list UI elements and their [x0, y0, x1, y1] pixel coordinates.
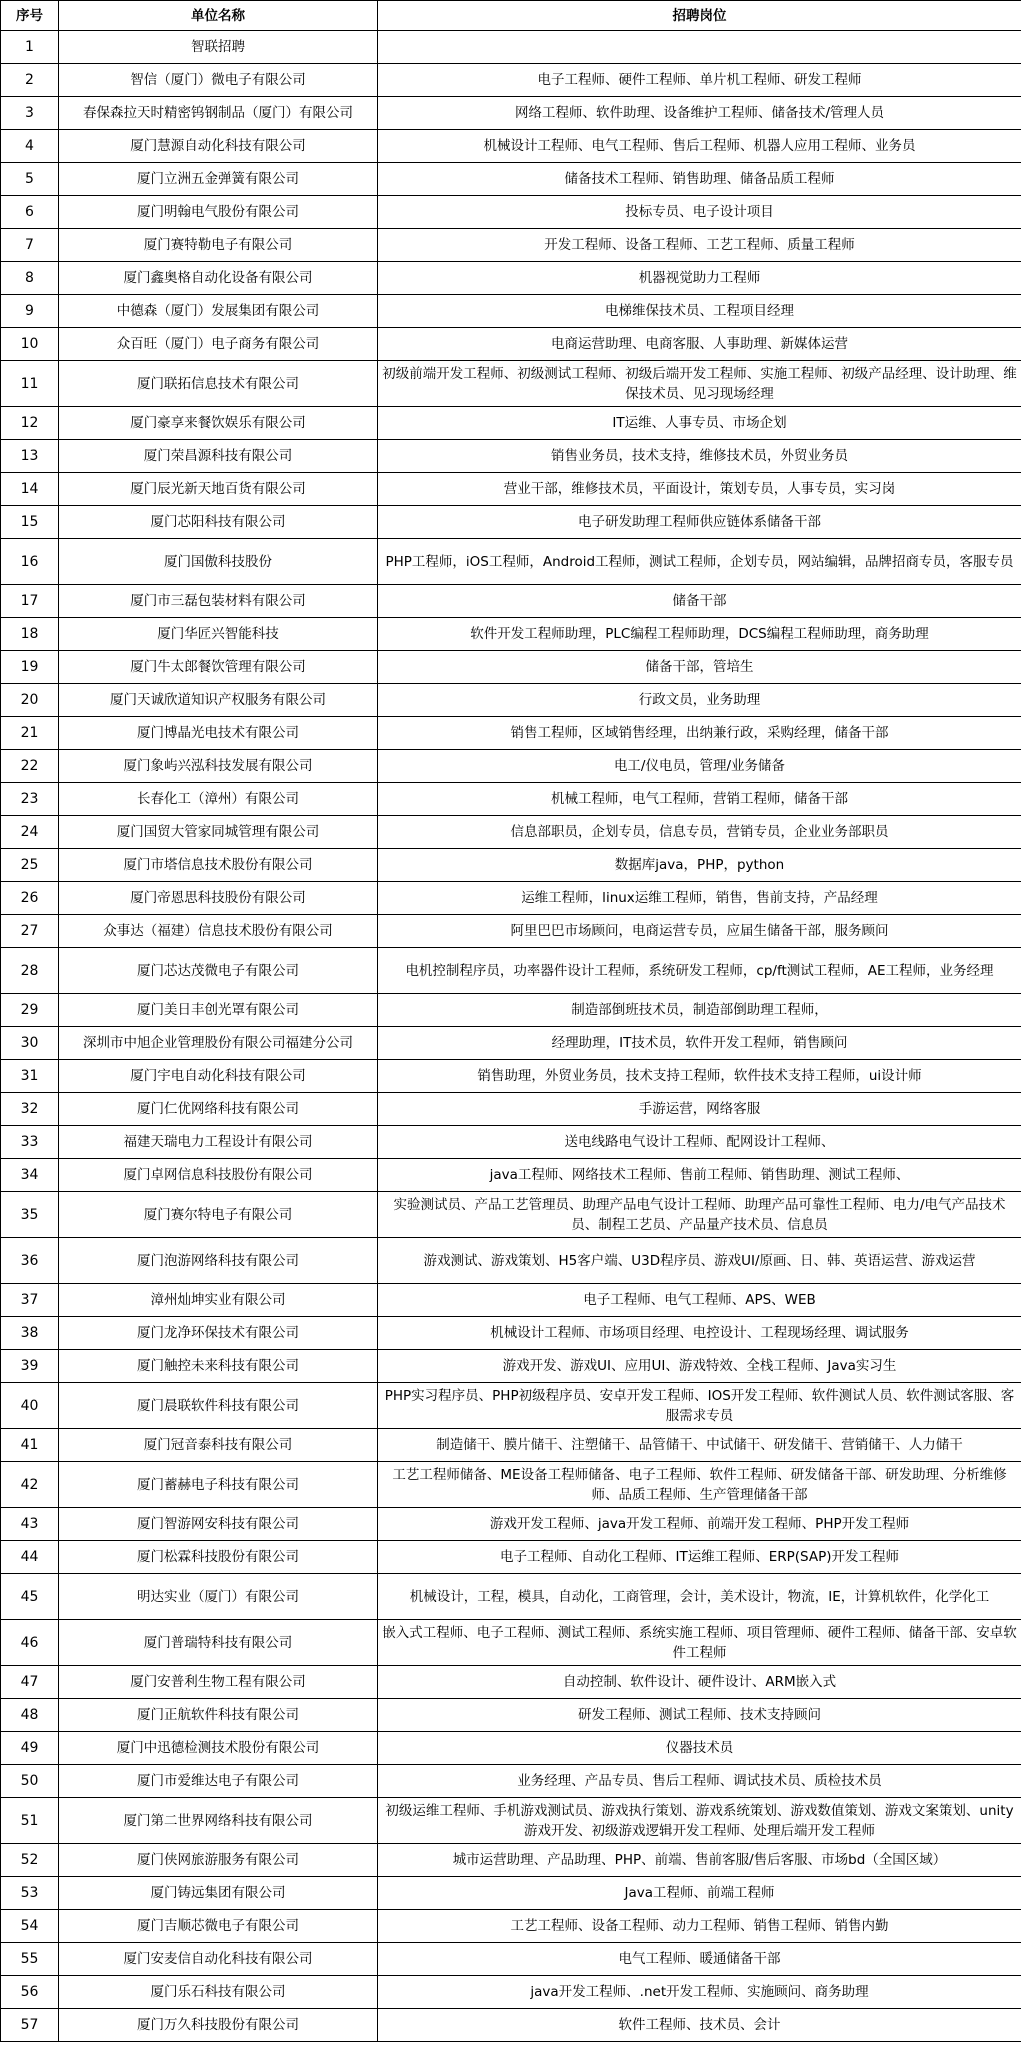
- table-row: [1, 1383, 1021, 1429]
- table-row: [1, 1027, 1021, 1060]
- job-positions: 软件工程师、技术员、会计: [378, 2009, 1021, 2042]
- job-positions: 制造储干、膜片储干、注塑储干、品管储干、中试储干、研发储干、营销储干、人力储干: [378, 1429, 1021, 1462]
- row-number: 33: [1, 1126, 59, 1159]
- company-name: 厦门象屿兴泓科技发展有限公司: [59, 750, 378, 783]
- table-row: [1, 196, 1021, 229]
- row-number: 35: [1, 1192, 59, 1238]
- row-number: 52: [1, 1844, 59, 1877]
- table-row: [1, 585, 1021, 618]
- row-number: 14: [1, 473, 59, 506]
- table-row: [1, 994, 1021, 1027]
- job-positions: 机器视觉助力工程师: [378, 262, 1021, 295]
- row-number: 23: [1, 783, 59, 816]
- job-positions: 游戏测试、游戏策划、H5客户端、U3D程序员、游戏UI/原画、日、韩、英语运营、游戏运营: [378, 1238, 1021, 1284]
- job-positions: 机械设计，工程，模具，自动化，工商管理，会计，美术设计，物流，IE，计算机软件，化学化工: [378, 1574, 1021, 1620]
- company-name: 厦门博晶光电技术有限公司: [59, 717, 378, 750]
- row-number: 3: [1, 97, 59, 130]
- table-row: [1, 1126, 1021, 1159]
- job-positions: 销售助理，外贸业务员，技术支持工程师，软件技术支持工程师，ui设计师: [378, 1060, 1021, 1093]
- company-name: 厦门赛特勒电子有限公司: [59, 229, 378, 262]
- job-positions: 经理助理，IT技术员，软件开发工程师，销售顾问: [378, 1027, 1021, 1060]
- company-name: 厦门触控未来科技有限公司: [59, 1350, 378, 1383]
- table-row: [1, 1317, 1021, 1350]
- table-row: [1, 783, 1021, 816]
- company-name: 厦门中迅德检测技术股份有限公司: [59, 1732, 378, 1765]
- row-number: 12: [1, 407, 59, 440]
- header-company: 单位名称: [59, 1, 378, 31]
- company-name: 智信（厦门）微电子有限公司: [59, 64, 378, 97]
- company-name: 厦门普瑞特科技有限公司: [59, 1620, 378, 1666]
- company-name: 厦门鑫奥格自动化设备有限公司: [59, 262, 378, 295]
- company-name: 厦门侠网旅游服务有限公司: [59, 1844, 378, 1877]
- table-row: [1, 1284, 1021, 1317]
- table-row: [1, 1666, 1021, 1699]
- row-number: 17: [1, 585, 59, 618]
- table-row: [1, 31, 1021, 64]
- job-positions: 电子工程师、自动化工程师、IT运维工程师、ERP(SAP)开发工程师: [378, 1541, 1021, 1574]
- job-positions: 游戏开发、游戏UI、应用UI、游戏特效、全栈工程师、Java实习生: [378, 1350, 1021, 1383]
- row-number: 8: [1, 262, 59, 295]
- company-name: 厦门市三磊包装材料有限公司: [59, 585, 378, 618]
- company-name: 厦门正航软件科技有限公司: [59, 1699, 378, 1732]
- row-number: 30: [1, 1027, 59, 1060]
- table-row: [1, 816, 1021, 849]
- company-name: 厦门豪享来餐饮娱乐有限公司: [59, 407, 378, 440]
- row-number: 2: [1, 64, 59, 97]
- job-positions: 机械设计工程师、市场项目经理、电控设计、工程现场经理、调试服务: [378, 1317, 1021, 1350]
- table-row: [1, 717, 1021, 750]
- row-number: 1: [1, 31, 59, 64]
- company-name: 厦门泡游网络科技有限公司: [59, 1238, 378, 1284]
- row-number: 22: [1, 750, 59, 783]
- row-number: 42: [1, 1462, 59, 1508]
- company-name: 众百旺（厦门）电子商务有限公司: [59, 328, 378, 361]
- table-row: [1, 1765, 1021, 1798]
- job-positions: 仪器技术员: [378, 1732, 1021, 1765]
- company-name: 厦门万久科技股份有限公司: [59, 2009, 378, 2042]
- company-name: 厦门安普利生物工程有限公司: [59, 1666, 378, 1699]
- company-name: 厦门国贸大管家同城管理有限公司: [59, 816, 378, 849]
- row-number: 46: [1, 1620, 59, 1666]
- table-row: [1, 948, 1021, 994]
- company-name: 厦门牛太郎餐饮管理有限公司: [59, 651, 378, 684]
- row-number: 28: [1, 948, 59, 994]
- company-name: 厦门荣昌源科技有限公司: [59, 440, 378, 473]
- job-positions: 城市运营助理、产品助理、PHP、前端、售前客服/售后客服、市场bd（全国区域）: [378, 1844, 1021, 1877]
- row-number: 43: [1, 1508, 59, 1541]
- header-no: 序号: [1, 1, 59, 31]
- row-number: 37: [1, 1284, 59, 1317]
- job-positions: 业务经理、产品专员、售后工程师、调试技术员、质检技术员: [378, 1765, 1021, 1798]
- row-number: 27: [1, 915, 59, 948]
- table-row: [1, 328, 1021, 361]
- table-row: [1, 130, 1021, 163]
- table-row: [1, 1620, 1021, 1666]
- job-positions: 实验测试员、产品工艺管理员、助理产品电气设计工程师、助理产品可靠性工程师、电力/电气产品技术员、制程工艺员、产品量产技术员、信息员: [378, 1192, 1021, 1238]
- table-row: [1, 1798, 1021, 1844]
- table-row: [1, 618, 1021, 651]
- row-number: 11: [1, 361, 59, 407]
- job-positions: 储备干部，管培生: [378, 651, 1021, 684]
- company-name: 厦门市塔信息技术股份有限公司: [59, 849, 378, 882]
- job-positions: 软件开发工程师助理，PLC编程工程师助理，DCS编程工程师助理，商务助理: [378, 618, 1021, 651]
- table-row: [1, 1462, 1021, 1508]
- job-positions: 信息部职员，企划专员，信息专员，营销专员，企业业务部职员: [378, 816, 1021, 849]
- header-positions: 招聘岗位: [378, 1, 1021, 31]
- table-row: [1, 1060, 1021, 1093]
- row-number: 51: [1, 1798, 59, 1844]
- job-positions: java工程师、网络技术工程师、售前工程师、销售助理、测试工程师、: [378, 1159, 1021, 1192]
- table-row: [1, 1574, 1021, 1620]
- job-positions: 电气工程师、暖通储备干部: [378, 1943, 1021, 1976]
- row-number: 16: [1, 539, 59, 585]
- row-number: 26: [1, 882, 59, 915]
- job-positions: 储备干部: [378, 585, 1021, 618]
- row-number: 54: [1, 1910, 59, 1943]
- table-row: [1, 1192, 1021, 1238]
- row-number: 57: [1, 2009, 59, 2042]
- row-number: 29: [1, 994, 59, 1027]
- table-row: [1, 1844, 1021, 1877]
- table-row: [1, 1732, 1021, 1765]
- job-positions: 工艺工程师储备、ME设备工程师储备、电子工程师、软件工程师、研发储备干部、研发助理、分析维修师、品质工程师、生产管理储备干部: [378, 1462, 1021, 1508]
- company-name: 长春化工（漳州）有限公司: [59, 783, 378, 816]
- table-row: [1, 1699, 1021, 1732]
- company-name: 厦门仁优网络科技有限公司: [59, 1093, 378, 1126]
- job-positions: 电子研发助理工程师供应链体系储备干部: [378, 506, 1021, 539]
- company-name: 厦门铸远集团有限公司: [59, 1877, 378, 1910]
- job-positions: 营业干部，维修技术员，平面设计，策划专员，人事专员，实习岗: [378, 473, 1021, 506]
- job-positions: 销售工程师，区域销售经理，出纳兼行政，采购经理，储备干部: [378, 717, 1021, 750]
- row-number: 19: [1, 651, 59, 684]
- table-row: [1, 1350, 1021, 1383]
- row-number: 39: [1, 1350, 59, 1383]
- table-row: [1, 64, 1021, 97]
- job-positions: 电梯维保技术员、工程项目经理: [378, 295, 1021, 328]
- company-name: 厦门智游网安科技有限公司: [59, 1508, 378, 1541]
- company-name: 厦门晨联软件科技有限公司: [59, 1383, 378, 1429]
- job-positions: 制造部倒班技术员，制造部倒助理工程师，: [378, 994, 1021, 1027]
- company-name: 厦门吉顺芯微电子有限公司: [59, 1910, 378, 1943]
- job-positions: 研发工程师、测试工程师、技术支持顾问: [378, 1699, 1021, 1732]
- company-name: 厦门明翰电气股份有限公司: [59, 196, 378, 229]
- row-number: 20: [1, 684, 59, 717]
- table-row: [1, 163, 1021, 196]
- job-positions: 数据库java，PHP，python: [378, 849, 1021, 882]
- table-row: [1, 295, 1021, 328]
- job-positions: 电子工程师、电气工程师、APS、WEB: [378, 1284, 1021, 1317]
- table-row: [1, 849, 1021, 882]
- row-number: 10: [1, 328, 59, 361]
- job-positions: 电商运营助理、电商客服、人事助理、新媒体运营: [378, 328, 1021, 361]
- table-row: [1, 684, 1021, 717]
- row-number: 36: [1, 1238, 59, 1284]
- job-positions: 网络工程师、软件助理、设备维护工程师、储备技术/管理人员: [378, 97, 1021, 130]
- company-name: 厦门宇电自动化科技有限公司: [59, 1060, 378, 1093]
- job-positions: 电子工程师、硬件工程师、单片机工程师、研发工程师: [378, 64, 1021, 97]
- company-name: 厦门乐石科技有限公司: [59, 1976, 378, 2009]
- job-positions: 游戏开发工程师、java开发工程师、前端开发工程师、PHP开发工程师: [378, 1508, 1021, 1541]
- row-number: 21: [1, 717, 59, 750]
- job-positions: 工艺工程师、设备工程师、动力工程师、销售工程师、销售内勤: [378, 1910, 1021, 1943]
- job-positions: 机械工程师，电气工程师，营销工程师，储备干部: [378, 783, 1021, 816]
- row-number: 50: [1, 1765, 59, 1798]
- company-name: 深圳市中旭企业管理股份有限公司福建分公司: [59, 1027, 378, 1060]
- company-name: 厦门联拓信息技术有限公司: [59, 361, 378, 407]
- job-positions: 开发工程师、设备工程师、工艺工程师、质量工程师: [378, 229, 1021, 262]
- job-positions: 嵌入式工程师、电子工程师、测试工程师、系统实施工程师、项目管理师、硬件工程师、储备干部、安卓软件工程师: [378, 1620, 1021, 1666]
- company-name: 厦门松霖科技股份有限公司: [59, 1541, 378, 1574]
- company-name: 厦门第二世界网络科技有限公司: [59, 1798, 378, 1844]
- company-name: 福建天瑞电力工程设计有限公司: [59, 1126, 378, 1159]
- table-row: [1, 262, 1021, 295]
- table-row: [1, 97, 1021, 130]
- row-number: 15: [1, 506, 59, 539]
- company-name: 中德森（厦门）发展集团有限公司: [59, 295, 378, 328]
- row-number: 6: [1, 196, 59, 229]
- company-name: 厦门市爱维达电子有限公司: [59, 1765, 378, 1798]
- table-row: [1, 1541, 1021, 1574]
- company-name: 厦门卓网信息科技股份有限公司: [59, 1159, 378, 1192]
- job-positions: 阿里巴巴市场顾问，电商运营专员，应届生储备干部，服务顾问: [378, 915, 1021, 948]
- company-name: 厦门赛尔特电子有限公司: [59, 1192, 378, 1238]
- job-positions: 初级运维工程师、手机游戏测试员、游戏执行策划、游戏系统策划、游戏数值策划、游戏文案策划、unity游戏开发、初级游戏逻辑开发工程师、处理后端开发工程师: [378, 1798, 1021, 1844]
- job-positions: 初级前端开发工程师、初级测试工程师、初级后端开发工程师、实施工程师、初级产品经理、设计助理、维保技术员、见习现场经理: [378, 361, 1021, 407]
- row-number: 18: [1, 618, 59, 651]
- table-row: [1, 1429, 1021, 1462]
- job-positions: 送电线路电气设计工程师、配网设计工程师、: [378, 1126, 1021, 1159]
- job-positions: [378, 31, 1021, 64]
- company-name: 厦门帝恩思科技股份有限公司: [59, 882, 378, 915]
- table-row: [1, 1976, 1021, 2009]
- company-name: 厦门安麦信自动化科技有限公司: [59, 1943, 378, 1976]
- table-row: [1, 2009, 1021, 2042]
- company-name: 厦门芯阳科技有限公司: [59, 506, 378, 539]
- company-name: 厦门国傲科技股份: [59, 539, 378, 585]
- table-row: [1, 407, 1021, 440]
- table-row: [1, 229, 1021, 262]
- company-name: 厦门立洲五金弹簧有限公司: [59, 163, 378, 196]
- company-name: 厦门蓄赫电子科技有限公司: [59, 1462, 378, 1508]
- company-name: 漳州灿坤实业有限公司: [59, 1284, 378, 1317]
- table-body: [1, 31, 1021, 2042]
- job-positions: 投标专员、电子设计项目: [378, 196, 1021, 229]
- company-name: 厦门龙净环保技术有限公司: [59, 1317, 378, 1350]
- row-number: 32: [1, 1093, 59, 1126]
- company-name: 众事达（福建）信息技术股份有限公司: [59, 915, 378, 948]
- job-positions: IT运维、人事专员、市场企划: [378, 407, 1021, 440]
- row-number: 9: [1, 295, 59, 328]
- row-number: 34: [1, 1159, 59, 1192]
- table-row: [1, 1910, 1021, 1943]
- job-positions: Java工程师、前端工程师: [378, 1877, 1021, 1910]
- table-row: [1, 1238, 1021, 1284]
- table-row: [1, 1877, 1021, 1910]
- table-row: [1, 750, 1021, 783]
- job-positions: 电工/仪电员，管理/业务储备: [378, 750, 1021, 783]
- company-name: 智联招聘: [59, 31, 378, 64]
- row-number: 44: [1, 1541, 59, 1574]
- row-number: 55: [1, 1943, 59, 1976]
- row-number: 25: [1, 849, 59, 882]
- company-name: 厦门慧源自动化科技有限公司: [59, 130, 378, 163]
- row-number: 49: [1, 1732, 59, 1765]
- job-positions: 行政文员，业务助理: [378, 684, 1021, 717]
- company-name: 厦门天诚欣道知识产权服务有限公司: [59, 684, 378, 717]
- row-number: 40: [1, 1383, 59, 1429]
- row-number: 24: [1, 816, 59, 849]
- job-positions: 销售业务员，技术支持，维修技术员，外贸业务员: [378, 440, 1021, 473]
- table-row: [1, 1093, 1021, 1126]
- job-positions: 运维工程师，linux运维工程师，销售，售前支持，产品经理: [378, 882, 1021, 915]
- row-number: 38: [1, 1317, 59, 1350]
- job-positions: 机械设计工程师、电气工程师、售后工程师、机器人应用工程师、业务员: [378, 130, 1021, 163]
- row-number: 48: [1, 1699, 59, 1732]
- table-row: [1, 539, 1021, 585]
- table-row: [1, 473, 1021, 506]
- row-number: 4: [1, 130, 59, 163]
- job-positions: 电机控制程序员，功率器件设计工程师，系统研发工程师，cp/ft测试工程师，AE工程师，业务经理: [378, 948, 1021, 994]
- job-positions: PHP实习程序员、PHP初级程序员、安卓开发工程师、IOS开发工程师、软件测试人员、软件测试客服、客服需求专员: [378, 1383, 1021, 1429]
- row-number: 53: [1, 1877, 59, 1910]
- job-positions: java开发工程师、.net开发工程师、实施顾问、商务助理: [378, 1976, 1021, 2009]
- company-name: 厦门美日丰创光罩有限公司: [59, 994, 378, 1027]
- table-row: [1, 882, 1021, 915]
- job-positions: 手游运营，网络客服: [378, 1093, 1021, 1126]
- table-row: [1, 651, 1021, 684]
- table-row: [1, 440, 1021, 473]
- table-row: [1, 506, 1021, 539]
- row-number: 31: [1, 1060, 59, 1093]
- company-name: 厦门冠音泰科技有限公司: [59, 1429, 378, 1462]
- company-name: 厦门芯达茂微电子有限公司: [59, 948, 378, 994]
- table-row: [1, 1943, 1021, 1976]
- table-row: [1, 915, 1021, 948]
- table-row: [1, 361, 1021, 407]
- company-name: 厦门华匠兴智能科技: [59, 618, 378, 651]
- company-name: 明达实业（厦门）有限公司: [59, 1574, 378, 1620]
- row-number: 13: [1, 440, 59, 473]
- row-number: 41: [1, 1429, 59, 1462]
- job-positions: 自动控制、软件设计、硬件设计、ARM嵌入式: [378, 1666, 1021, 1699]
- header-row: [1, 1, 1021, 31]
- table-row: [1, 1159, 1021, 1192]
- row-number: 45: [1, 1574, 59, 1620]
- table-row: [1, 1508, 1021, 1541]
- row-number: 5: [1, 163, 59, 196]
- job-positions: 储备技术工程师、销售助理、储备品质工程师: [378, 163, 1021, 196]
- company-name: 厦门辰光新天地百货有限公司: [59, 473, 378, 506]
- job-positions: PHP工程师，iOS工程师，Android工程师，测试工程师，企划专员，网站编辑，品牌招商专员，客服专员: [378, 539, 1021, 585]
- row-number: 47: [1, 1666, 59, 1699]
- row-number: 7: [1, 229, 59, 262]
- row-number: 56: [1, 1976, 59, 2009]
- company-name: 春保森拉天时精密钨钢制品（厦门）有限公司: [59, 97, 378, 130]
